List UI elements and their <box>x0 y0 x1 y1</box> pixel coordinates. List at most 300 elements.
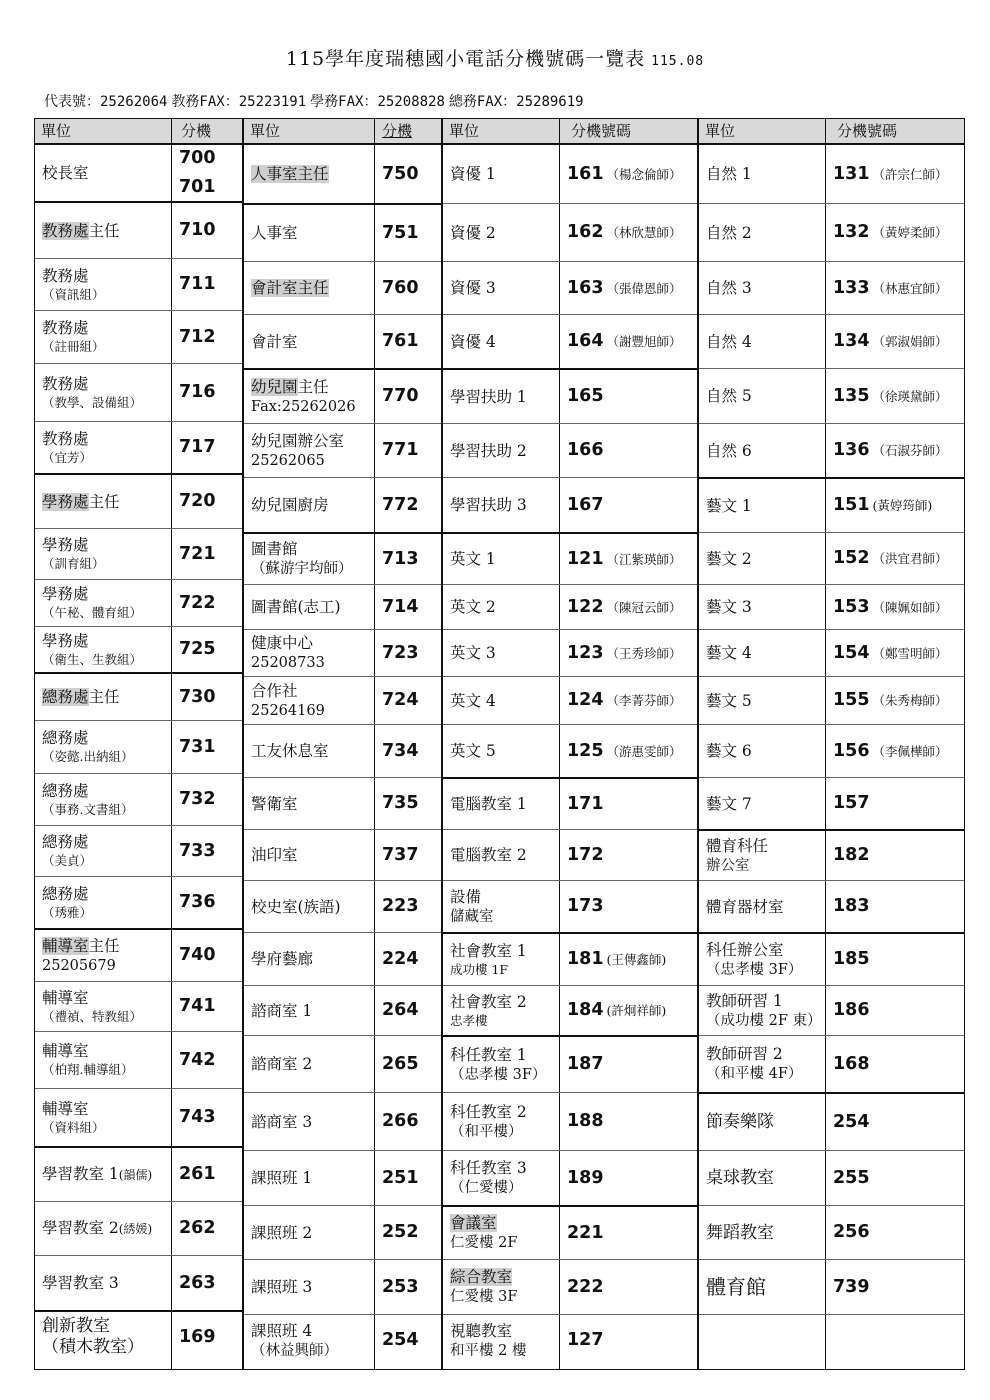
extension-line <box>567 1164 696 1193</box>
unit-subtitle: （姿懿.出納組） <box>42 749 134 764</box>
extension-number: 135 <box>833 385 870 406</box>
header-row <box>699 119 964 145</box>
extension-cell <box>559 830 696 880</box>
unit-name: 藝文 3 <box>706 598 752 616</box>
unit-cell <box>699 934 825 985</box>
teacher-name: （許宗仁師） <box>872 166 948 182</box>
extension-cell <box>559 1260 696 1314</box>
table-row <box>699 261 964 314</box>
table-row <box>244 1092 441 1150</box>
unit-cell <box>699 424 825 477</box>
header-ext: 分機 <box>181 122 212 140</box>
extension-cell <box>171 311 241 363</box>
extension-line <box>833 160 963 189</box>
extension-line <box>567 1050 696 1079</box>
extension-number: 223 <box>382 896 419 916</box>
unit-cell <box>443 262 559 314</box>
table-row <box>35 310 242 363</box>
extension-cell <box>825 831 963 880</box>
extension-cell <box>559 204 696 261</box>
teacher-name: （李菁芬師） <box>606 693 682 708</box>
header-unit: 單位 <box>250 122 281 140</box>
unit-cell <box>699 369 825 423</box>
extension-cell <box>171 930 241 981</box>
table-row <box>699 477 964 532</box>
extension-cell <box>374 1151 440 1205</box>
header-row <box>35 119 242 145</box>
unit-cell <box>244 478 374 532</box>
extension-number: 265 <box>382 1053 419 1074</box>
unit-label <box>450 441 559 461</box>
unit-name: 輔導室 <box>42 1042 89 1060</box>
table-row <box>443 1259 697 1314</box>
unit-cell <box>244 986 374 1035</box>
unit-name: 總務處 <box>42 729 89 747</box>
table-row <box>35 928 242 981</box>
unit-subtitle: （宜芳） <box>42 449 93 465</box>
extension-number: 737 <box>382 844 419 865</box>
extension-cell <box>825 262 963 314</box>
unit-name: 自然 3 <box>706 279 752 297</box>
table-row <box>244 676 441 724</box>
unit-second-line: （蘇游宇均師） <box>251 561 353 577</box>
table-row <box>35 421 242 473</box>
extension-cell <box>559 779 696 829</box>
unit-name: 學習教室 2 <box>42 1219 119 1237</box>
table-row <box>443 1035 697 1092</box>
unit-label <box>251 377 374 397</box>
extension-number: 723 <box>382 642 419 663</box>
extension-line <box>833 686 963 715</box>
extension-number: 266 <box>382 1111 419 1131</box>
header-ext: 分機 <box>382 122 413 140</box>
teacher-name: （李佩樺師） <box>872 743 948 759</box>
unit-label <box>251 897 374 917</box>
table-row <box>443 1092 697 1150</box>
unit-cell <box>244 725 374 777</box>
unit-second-line: （成功樓 2F 東） <box>706 1012 822 1029</box>
table-row <box>699 880 964 932</box>
extension-cell <box>825 1094 963 1150</box>
extension-number: 743 <box>179 1107 216 1127</box>
table-row <box>244 368 441 423</box>
unit-name: 藝文 7 <box>706 794 752 813</box>
unit-cell <box>699 1094 825 1150</box>
table-row <box>443 676 697 724</box>
header-row <box>244 119 441 145</box>
unit-name: 幼兒園 <box>251 377 298 396</box>
extension-number: 186 <box>833 1000 870 1020</box>
unit-second-line: 仁愛樓 3F <box>450 1289 518 1305</box>
table-row <box>35 773 242 825</box>
extension-number: 121 <box>567 548 604 569</box>
extension-number: 189 <box>567 1167 604 1188</box>
extension-number: 224 <box>382 948 419 969</box>
extension-line <box>567 737 696 766</box>
extension-cell <box>559 1037 696 1092</box>
unit-label <box>450 1158 559 1178</box>
unit-label <box>42 318 171 338</box>
extension-number: 716 <box>179 382 216 402</box>
unit-label <box>42 631 171 651</box>
unit-subtitle: （柏翔.輔導組） <box>42 1062 134 1077</box>
table-row <box>699 932 964 985</box>
table-row <box>35 1146 242 1201</box>
unit-name: 藝文 6 <box>706 742 752 760</box>
unit-name: 學務處 <box>42 631 89 650</box>
unit-cell <box>443 881 559 932</box>
unit-cell <box>35 930 171 981</box>
unit-name: 學習扶助 2 <box>450 441 527 460</box>
unit-name: 油印室 <box>251 846 298 864</box>
unit-suffix: 主任 <box>88 492 120 511</box>
extension-cell <box>825 934 963 985</box>
unit-name: 諮商室 3 <box>251 1112 313 1131</box>
unit-name: 科任教室 2 <box>450 1102 527 1121</box>
contact-line <box>44 91 588 111</box>
unit-suffix: 主任 <box>297 377 329 396</box>
unit-label <box>450 387 559 407</box>
extension-cell <box>374 1093 440 1150</box>
header-unit: 單位 <box>449 122 480 140</box>
extension-number: 132 <box>833 222 870 242</box>
table-row <box>35 145 242 201</box>
unit-label <box>706 1168 825 1188</box>
extension-cell <box>825 1036 963 1092</box>
unit-second-line: （忠孝樓 3F） <box>706 961 803 978</box>
header-row <box>443 119 697 145</box>
extension-cell <box>374 585 440 629</box>
table-row <box>244 777 441 829</box>
unit-label <box>450 941 559 961</box>
unit-name: 社會教室 2 <box>450 992 527 1011</box>
table-row <box>443 932 697 985</box>
unit-cell <box>699 986 825 1035</box>
table-row <box>35 363 242 421</box>
unit-name: 學習教室 3 <box>42 1274 119 1292</box>
teacher-name: （郭淑娟師） <box>872 334 948 349</box>
unit-label <box>42 884 171 904</box>
unit-label <box>450 741 559 761</box>
unit-subtitle: （資料組） <box>42 1119 105 1135</box>
unit-cell <box>35 721 171 773</box>
unit-subtitle: （琇雅） <box>42 904 93 920</box>
unit-label <box>450 549 559 569</box>
extension-cell <box>825 1206 963 1259</box>
unit-name: 舞蹈教室 <box>706 1222 774 1243</box>
unit-label <box>42 221 171 241</box>
extension-line <box>833 737 963 766</box>
extension-number: 710 <box>179 220 216 240</box>
unit-label <box>251 1223 374 1243</box>
unit-cell <box>35 203 171 258</box>
unit-name: 體育科任 <box>706 836 769 855</box>
column-block-2 <box>243 118 442 1370</box>
unit-name: 教師研習 1 <box>706 991 783 1010</box>
table-row <box>699 1035 964 1092</box>
unit-label <box>251 1168 374 1188</box>
unit-name: 科任辦公室 <box>706 940 784 959</box>
extension-number: 167 <box>567 494 604 515</box>
table-row <box>699 676 964 724</box>
unit-subtitle: （事務.文書組） <box>42 801 134 817</box>
table-row <box>244 584 441 629</box>
extension-cell <box>171 364 241 421</box>
unit-label <box>251 278 374 298</box>
extension-number: 187 <box>567 1054 604 1074</box>
extension-cell <box>171 475 241 528</box>
table-row <box>443 724 697 777</box>
teacher-name: （林欣慧師） <box>606 225 682 240</box>
unit-cell <box>35 774 171 825</box>
unit-cell <box>443 986 559 1035</box>
unit-cell <box>699 1315 825 1366</box>
extension-number: 222 <box>567 1276 604 1297</box>
unit-name: 課照班 1 <box>251 1169 313 1187</box>
unit-cell <box>244 1206 374 1259</box>
unit-cell <box>443 934 559 985</box>
extension-number: 713 <box>382 548 419 569</box>
extension-number: 184 <box>567 1000 604 1020</box>
teacher-name: （謝豐旭師） <box>606 334 682 349</box>
table-row <box>443 584 697 629</box>
table-row <box>443 145 697 203</box>
main-number: 代表號：25262064 <box>44 94 168 110</box>
extension-line <box>833 1218 963 1247</box>
unit-name: 藝文 5 <box>706 691 752 710</box>
extension-line <box>567 686 696 715</box>
unit-name: 會計室 <box>251 332 298 351</box>
table-row <box>443 423 697 477</box>
extension-number: 714 <box>382 596 419 617</box>
extension-number: 742 <box>179 1049 216 1070</box>
extension-cell <box>171 1312 241 1362</box>
extension-line <box>833 218 963 247</box>
extension-cell <box>374 1315 440 1366</box>
extension-number: 712 <box>179 326 216 347</box>
unit-cell <box>699 204 825 261</box>
unit-cell <box>244 1093 374 1150</box>
unit-second-line: （和平樓） <box>450 1123 523 1140</box>
extension-number: 131 <box>833 163 870 184</box>
table-row <box>443 203 697 261</box>
unit-label <box>450 332 559 352</box>
table-row <box>699 1205 964 1259</box>
unit-label <box>251 1112 374 1132</box>
extension-number: 173 <box>567 896 604 916</box>
unit-label <box>706 643 825 663</box>
extension-number: 166 <box>567 440 604 460</box>
extension-cell <box>171 422 241 473</box>
extension-number: 740 <box>179 945 216 965</box>
unit-label <box>450 223 559 243</box>
unit-name: 總務處 <box>42 833 89 851</box>
academic-fax: 教務FAX：25223191 <box>171 94 307 110</box>
unit-cell <box>244 585 374 629</box>
extension-number: 162 <box>567 222 604 242</box>
unit-name: 課照班 2 <box>251 1223 313 1242</box>
extension-cell <box>171 203 241 258</box>
extension-cell <box>825 369 963 423</box>
extension-cell <box>825 204 963 261</box>
extension-line <box>833 382 963 411</box>
unit-label <box>450 1045 559 1065</box>
extension-cell <box>825 585 963 629</box>
unit-name: 社會教室 1 <box>450 941 527 960</box>
extension-line <box>833 945 963 974</box>
extension-cell <box>171 982 241 1031</box>
teacher-name: (王傳鑫師) <box>606 952 667 967</box>
unit-name: 科任教室 1 <box>450 1045 527 1064</box>
extension-number: 770 <box>382 386 419 406</box>
table-row <box>35 201 242 258</box>
unit-cell <box>699 315 825 368</box>
unit-cell <box>443 630 559 676</box>
extension-cell <box>825 145 963 203</box>
table-row <box>35 1031 242 1088</box>
table-row <box>35 579 242 626</box>
unit-cell <box>244 1315 374 1366</box>
table-row <box>35 1310 242 1362</box>
unit-cell <box>443 1037 559 1092</box>
unit-label <box>42 936 171 956</box>
unit-name: 資優 4 <box>450 332 496 351</box>
unit-label <box>450 1267 559 1287</box>
unit-cell <box>244 205 374 261</box>
extension-cell <box>374 1206 440 1259</box>
table-row <box>35 720 242 773</box>
table-row <box>244 314 441 368</box>
unit-cell <box>244 677 374 724</box>
extension-number: 169 <box>179 1326 216 1347</box>
table-row <box>443 261 697 314</box>
extension-cell <box>374 677 440 724</box>
unit-label <box>251 681 374 701</box>
unit-name: 學務處 <box>42 492 89 511</box>
extension-cell <box>559 677 696 724</box>
extension-number: 721 <box>179 543 216 564</box>
unit-cell <box>443 830 559 880</box>
unit-subtitle: （教學、設備組） <box>42 394 143 410</box>
extension-cell <box>171 259 241 310</box>
unit-cell <box>244 630 374 676</box>
unit-second-line: Fax:25262026 <box>251 398 356 415</box>
unit-label <box>42 492 171 512</box>
unit-cell <box>35 627 171 672</box>
extension-number: 127 <box>567 1330 604 1350</box>
table-row <box>35 1255 242 1310</box>
unit-cell <box>244 1260 374 1314</box>
teacher-name: （朱秀梅師） <box>872 693 948 708</box>
extension-cell <box>559 478 696 532</box>
extension-number: 133 <box>833 277 870 298</box>
extension-number: 739 <box>833 1276 870 1297</box>
extension-line <box>833 274 963 303</box>
table-row <box>443 880 697 932</box>
extension-number: 181 <box>567 949 604 969</box>
table-row <box>244 829 441 880</box>
unit-name: 綜合教室 <box>450 1268 513 1286</box>
unit-label <box>251 223 374 243</box>
extension-cell <box>825 986 963 1035</box>
unit-cell <box>443 1315 559 1366</box>
unit-name: 課照班 4 <box>251 1321 313 1340</box>
extension-cell <box>825 424 963 477</box>
unit-cell <box>699 585 825 629</box>
extension-line <box>567 593 696 622</box>
unit-second-line: （忠孝樓 3F） <box>450 1066 547 1083</box>
extension-number: 164 <box>567 331 604 351</box>
extension-number: 136 <box>833 440 870 460</box>
extension-line <box>833 436 963 465</box>
extension-number: 221 <box>567 1222 604 1243</box>
unit-cell <box>244 262 374 314</box>
unit-label <box>450 1321 559 1341</box>
unit-cell <box>443 677 559 724</box>
extension-cell <box>559 534 696 584</box>
unit-label <box>706 278 825 298</box>
extension-cell <box>374 1260 440 1314</box>
extension-cell <box>559 630 696 676</box>
unit-name: 課照班 3 <box>251 1278 313 1296</box>
unit-label <box>706 386 825 406</box>
unit-cell <box>35 311 171 363</box>
unit-suffix: 主任 <box>88 221 120 240</box>
extension-line <box>567 1326 696 1355</box>
unit-name: 英文 5 <box>450 742 496 760</box>
unit-name: 藝文 1 <box>706 496 752 515</box>
unit-name: 總務處 <box>42 688 89 706</box>
extension-cell <box>374 933 440 985</box>
unit-name: 圖書館 <box>251 540 298 558</box>
extension-number: 261 <box>179 1164 216 1184</box>
unit-name: 諮商室 2 <box>251 1055 313 1073</box>
table-row <box>699 203 964 261</box>
table-row <box>699 314 964 368</box>
table-row <box>244 203 441 261</box>
unit-cell <box>443 1093 559 1150</box>
extension-cell <box>825 1151 963 1205</box>
unit-label <box>251 845 374 865</box>
unit-label <box>42 266 171 286</box>
extension-cell <box>374 1036 440 1092</box>
unit-note: (綉媛) <box>118 1222 153 1236</box>
extension-number: 720 <box>179 491 216 511</box>
unit-second-line: 和平樓 2 樓 <box>450 1342 527 1359</box>
unit-label <box>706 1044 825 1064</box>
extension-number: 700 <box>179 148 216 168</box>
unit-cell <box>35 877 171 928</box>
unit-cell <box>35 1089 171 1146</box>
table-row <box>244 1205 441 1259</box>
unit-second-line: （林益興師） <box>251 1342 338 1359</box>
unit-name: 輔導室 <box>42 988 89 1007</box>
column-block-3 <box>442 118 698 1370</box>
header-unit: 單位 <box>705 122 736 140</box>
unit-label <box>42 584 171 604</box>
unit-label <box>251 164 374 184</box>
extension-line <box>567 274 696 303</box>
teacher-name: （王秀珍師） <box>606 645 682 661</box>
unit-name: 學務處 <box>42 536 89 554</box>
unit-cell <box>443 1260 559 1314</box>
extension-number: 168 <box>833 1053 870 1074</box>
unit-cell <box>443 1151 559 1205</box>
table-row <box>244 985 441 1035</box>
unit-name: 學習扶助 1 <box>450 387 527 406</box>
unit-name: 校史室(族語) <box>251 897 341 916</box>
unit-second-line: （仁愛樓） <box>450 1180 523 1196</box>
